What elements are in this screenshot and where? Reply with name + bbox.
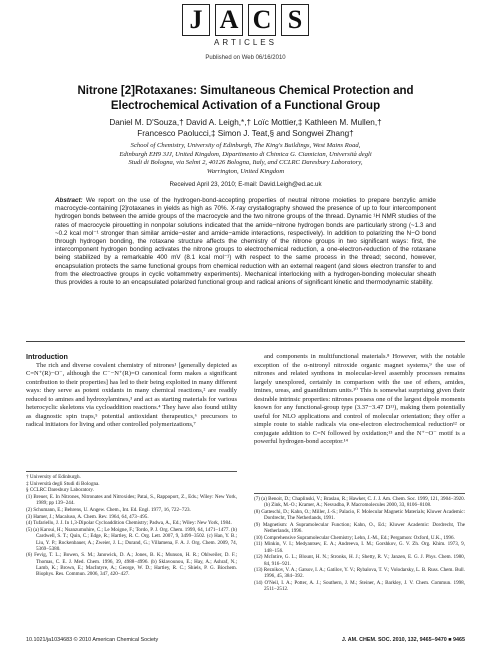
reference: (14) O'Neil, I. A.; Potter, A. J.; Southern, J. M.; Steiner, A.; Barkley, J. V. Chem. Commun. 1998, 2511−2512. bbox=[254, 580, 465, 593]
reference: (5) (a) Karoui, H.; Nsanzumuhire, C.; Le Moigne, F.; Tordo, P. J. Org. Chem. 1999, 64, 1471−1477. (b) Cardwell, S. T.; Quin, C.; Edge, R.; Hartley, R. C. Org. Lett. 2007, 9, 3499−3502. (c) Han, Y. B.; Liu, Y. P.; Rockenbauer, A.; Zweier, J. L.; Durand, G.; Villamena, F. A. J. Org. Chem. 2009, 74, 5369−5380. bbox=[26, 527, 237, 552]
footnote-rule bbox=[254, 493, 465, 494]
logo-letter-c: C bbox=[248, 4, 276, 36]
authors-line-1: Daniel M. D'Souza,† David A. Leigh,*,† Loïc Mottier,‡ Kathleen M. Mullen,† bbox=[109, 118, 382, 127]
journal-masthead bbox=[0, 4, 491, 61]
abstract-label: Abstract: bbox=[55, 197, 83, 204]
intro-paragraph: The rich and diverse covalent chemistry of nitrones¹ [generally depicted as C=N⁺(R)−O⁻, although the C⁻−N⁺(R)=O canonical form makes a significant contribution to their properties] has led to their being exploited in many different ways: they serve as potent oxidants in many chemical reactions,² are readily reduced to amines and hydroxylamines,³ and act as starting materials for various heterocyclic skeletons via cycloaddition reactions.⁴ They have also found utility as diagnostic spin traps,⁵ potential antioxidant therapeutics,⁶ precursors to radical initiators for living and other controlled polymerizations,⁷ bbox=[26, 361, 237, 429]
abstract-text: We report on the use of the hydrogen-bond-accepting properties of neutral nitrone moieties to prepare benzylic amide macrocycle-containing [2]rotaxanes in yields as high as 70%. X-ray crystallography showed the presence of up to four intercomponent hydrogen bonds between the amide groups of the macrocycle and the two nitrone groups of the thread. Dynamic ¹H NMR studies of the rates of macrocycle pirouetting in nonpolar solutions indicated that the amide−nitrone hydrogen bonds are particularly strong (~1.3 and ~0.2 kcal mol⁻¹ stronger than similar amide−ester and amide−amide interactions, respectively). In addition to polarizing the N−O bond through hydrogen bonding, the rotaxane structure affects the chemistry of the nitrone groups in two significant ways: first, the intercomponent hydrogen bonding activates the nitrone groups to electrochemical reduction, a one-electron-reduction of the rotaxane being stabilized by a remarkable 400 mV (8.1 kcal mol⁻¹) with respect to the same process in the thread; second, however, encapsulation protects the same functional groups from chemical reduction with an external reagent (and slows electron transfer to and from the electroactive groups in cyclic voltammetry experiments). Mechanical interlocking with a hydrogen-bonding molecular sheath thus provides a route to an encapsulated polarized functional group and radical anions of significant kinetic and thermodynamic stability. bbox=[55, 197, 436, 287]
journal-citation: J. AM. CHEM. SOC. 2010, 132, 9465−9470 ■ 9465 bbox=[341, 637, 465, 643]
footnote: ‡ Università degli Studi di Bologna. bbox=[26, 480, 100, 487]
section-label: ARTICLES bbox=[214, 38, 277, 47]
reference: (1) Breuer, E. In Nitrones, Nitronates and Nitroxides; Patai, S., Rappoport, Z., Eds.; Wiley: New York, 1989; pp 139−244. bbox=[26, 494, 237, 507]
received-line: Received April 23, 2010; E-mail: David.Leigh@ed.ac.uk bbox=[169, 181, 322, 188]
reference: (9) Magnetism: A Supramolecular Function; Kahn, O., Ed.; Kluwer Academic: Dordrecht, The Netherlands, 1996. bbox=[254, 521, 465, 535]
reference: (13) Reznikov, V. A.; Gatsov, I. A.; Gatilov, Y. V.; Rybalova, T. V.; Volodarsky, L. B. Russ. Chem. Bull. 1996, 45, 384−392. bbox=[254, 567, 465, 580]
reference: (10) Comprehensive Supramolecular Chemistry; Lehn, J.-M., Ed.; Pergamon: Oxford, U.K., 1996. bbox=[254, 534, 455, 541]
footnote: § CCLRC Daresbury Laboratory. bbox=[26, 487, 94, 494]
column-right bbox=[254, 353, 465, 447]
footnote: † University of Edinburgh. bbox=[26, 474, 81, 480]
title-line-1: Nitrone [2]Rotaxanes: Simultaneous Chemical Protection and bbox=[77, 85, 414, 97]
column-left bbox=[26, 353, 237, 430]
abstract-divider bbox=[26, 341, 465, 342]
logo-letter-s: S bbox=[281, 4, 309, 36]
logo-letter-j: J bbox=[182, 4, 210, 36]
reference: (2) Schumann, E.; Behrens, U. Angew. Chem., Int. Ed. Engl. 1977, 16, 722−723. bbox=[26, 507, 191, 514]
affiliation-line-1: School of Chemistry, University of Edinburgh, The King's Buildings, West Mains Road, bbox=[130, 142, 361, 149]
doi-copyright: 10.1021/ja1034683 © 2010 American Chemical Society bbox=[26, 637, 159, 643]
reference: (8) Gatteschi, D.; Kahn, O.; Miller, J.-S.; Palacio, F. Molecular Magnetic Materials; Kluwer Academic: Dordrecht, The Netherlands, 1991. bbox=[254, 508, 465, 522]
publication-date: Published on Web 06/16/2010 bbox=[205, 55, 286, 61]
section-heading: Introduction bbox=[26, 352, 68, 361]
reference: (6) Fevig, T. L.; Bowen, S. M.; Janowick, D. A.; Jones, B. K.; Munson, H. R.; Ohlweiler, D. F.; Thomas, C. E. J. Med. Chem. 1996, 39, 4988−4996. (b) Sklavounou, E.; Hay, A.; Ashraf, N.; Lamb, K.; Brown, E.; MacIntyre, A.; George, W. D.; Hartley, R. C.; Shiels, P. G. Biochem. Biophys. Res. Commun. 2006, 347, 420−427. bbox=[26, 552, 237, 578]
affiliations bbox=[40, 142, 451, 176]
footnote-rule bbox=[26, 471, 237, 472]
affiliation-line-2: Edinburgh EH9 3JJ, United Kingdom, Dipartimento di Chimica G. Ciamician, Università degli bbox=[119, 150, 372, 158]
jacs-logo bbox=[0, 4, 491, 36]
logo-letter-a: A bbox=[215, 4, 243, 36]
title-line-2: Electrochemical Activation of a Functional Group bbox=[110, 100, 381, 112]
abstract bbox=[55, 197, 436, 287]
affiliation-line-4: Warrington, United Kingdom bbox=[206, 167, 285, 175]
reference: (12) McIntire, G. L.; Blount, H. N.; Stronks, H. J.; Shetty, R. V.; Janzen, E. G. J. Phys. Chem. 1980, 84, 916−921. bbox=[254, 554, 465, 567]
intro-paragraph-continued: and components in multifunctional materials.⁸ However, with the notable exception of the α-nitronyl nitroxide organic magnet systems,⁹ the use of nitrones and related synthons in molecular-level assembly processes remains largely unexplored, certainly in comparison with the use of ethers, amides, imines, ureas, and guanidinium units.¹⁰ This is somewhat surprising given their desirable intrinsic properties: nitrones possess one of the largest dipole moments known for any functional-group type (3.37−3.47 D¹¹), making them potentially useful for NLO applications and control of molecular orientation; they offer a simple route to stable radicals via one-electron electrochemical reduction¹² or conjugate addition to C=N followed by oxidation;¹³ and the N⁺−O⁻ motif is a powerful hydrogen-bond acceptor.¹⁴ bbox=[254, 353, 465, 446]
footnotes-right bbox=[254, 493, 465, 593]
page-footer bbox=[26, 637, 465, 643]
article-title bbox=[20, 84, 471, 114]
affiliation-line-3: Studi di Bologna, via Selmi 2, 40126 Bologna, Italy, and CCLRC Daresbury Laboratory, bbox=[128, 159, 363, 167]
reference: (4) Tufariello, J. J. In 1,3-Dipolar Cycloaddition Chemistry; Padwa, A., Ed.; Wiley: New York, 1984. bbox=[26, 520, 232, 527]
reference: (7) (a) Benoit, D.; Chaplinski, V.; Braslau, R.; Hawker, C. J. J. Am. Chem. Soc. 1999, 121, 3904−3920. (b) Zink, M.-O.; Kramer, A.; Nesvadba, P. Macromolecules 2000, 33, 8106−8108. bbox=[254, 496, 465, 509]
author-list bbox=[20, 117, 471, 139]
reference: (3) Hamer, J.; Macaluso, A. Chem. Rev. 1964, 64, 473−495. bbox=[26, 513, 149, 520]
authors-line-2: Francesco Paolucci,‡ Simon J. Teat,§ and Songwei Zhang† bbox=[137, 129, 354, 138]
footnotes-left bbox=[26, 471, 237, 578]
reference: (11) Minkin, V. I.; Medyantsev, E. A.; Andreeva, I. M.; Gorshkov, G. V. Zh. Org. Khim. 1973, 9, 148−156. bbox=[254, 541, 465, 554]
